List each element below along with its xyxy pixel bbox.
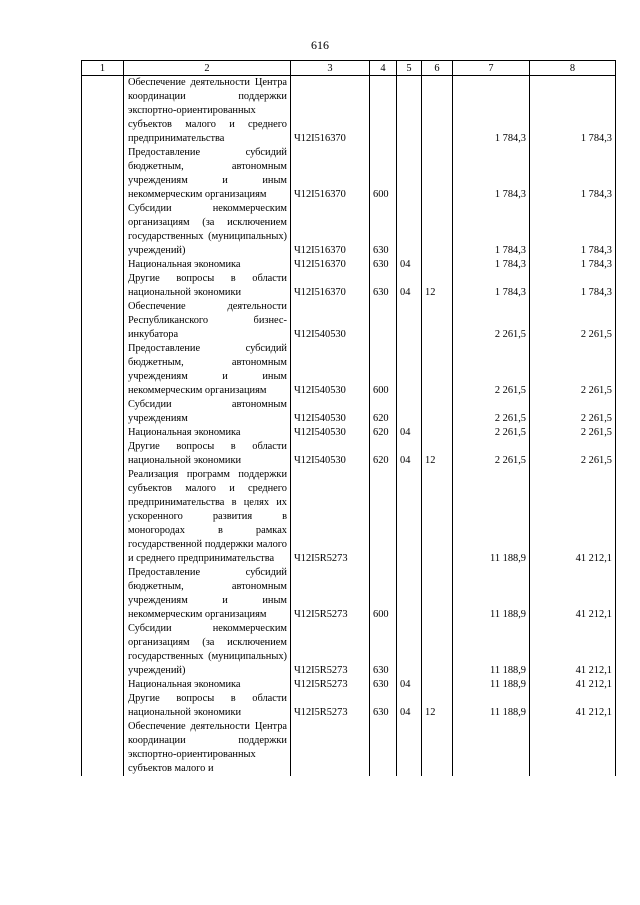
target-code-cell: Ч12I516370 (291, 202, 370, 258)
item-name-cell: Другие вопросы в области национальной экономики (124, 440, 291, 468)
section-cell (397, 202, 422, 258)
table-row (82, 398, 616, 426)
header-cell: 1 (82, 61, 124, 76)
amount-1-cell: 2 261,5 (453, 398, 530, 426)
target-code-cell: Ч12I516370 (291, 272, 370, 300)
item-name-cell: Другие вопросы в области национальной экономики (124, 272, 291, 300)
section-cell (397, 468, 422, 566)
table-row (82, 76, 616, 147)
target-code-cell: Ч12I540530 (291, 300, 370, 342)
amount-1-cell: 11 188,9 (453, 566, 530, 622)
item-name-cell: Субсидии автономным учреждениям (124, 398, 291, 426)
section-cell (397, 622, 422, 678)
item-name-cell: Обеспечение деятельности Центра координации поддержки экспортно-ориентированных субъектов малого и (124, 720, 291, 776)
amount-2-cell: 41 212,1 (530, 622, 616, 678)
item-name-cell: Обеспечение деятельности Республиканского бизнес-инкубатора (124, 300, 291, 342)
amount-2-cell: 2 261,5 (530, 398, 616, 426)
table-row (82, 622, 616, 678)
amount-2-cell: 41 212,1 (530, 692, 616, 720)
item-name-cell: Предоставление субсидий бюджетным, автономным учреждениям и иным некоммерческим организациям (124, 342, 291, 398)
amount-2-cell: 1 784,3 (530, 76, 616, 147)
amount-2-cell: 41 212,1 (530, 468, 616, 566)
header-cell: 6 (422, 61, 453, 76)
row-number-cell (82, 692, 124, 720)
section-cell (397, 720, 422, 776)
item-name-cell: Национальная экономика (124, 678, 291, 692)
section-cell (397, 398, 422, 426)
amount-2-cell: 2 261,5 (530, 426, 616, 440)
header-cell: 3 (291, 61, 370, 76)
target-code-cell: Ч12I540530 (291, 398, 370, 426)
row-number-cell (82, 678, 124, 692)
amount-2-cell: 2 261,5 (530, 342, 616, 398)
subsection-cell (422, 76, 453, 147)
expense-type-cell: 600 (370, 566, 397, 622)
amount-1-cell: 2 261,5 (453, 426, 530, 440)
row-number-cell (82, 398, 124, 426)
target-code-cell: Ч12I5R5273 (291, 678, 370, 692)
table-row (82, 468, 616, 566)
amount-2-cell: 1 784,3 (530, 146, 616, 202)
expense-type-cell: 630 (370, 272, 397, 300)
table-body (82, 76, 616, 777)
section-cell: 04 (397, 692, 422, 720)
expense-type-cell: 600 (370, 342, 397, 398)
expense-type-cell: 620 (370, 398, 397, 426)
subsection-cell (422, 300, 453, 342)
target-code-cell: Ч12I540530 (291, 440, 370, 468)
item-name-cell: Обеспечение деятельности Центра координации поддержки экспортно-ориентированных субъектов малого и среднего предпринимательства (124, 76, 291, 147)
expense-type-cell: 620 (370, 440, 397, 468)
budget-table (81, 60, 616, 776)
table-row (82, 300, 616, 342)
row-number-cell (82, 300, 124, 342)
row-number-cell (82, 622, 124, 678)
expense-type-cell: 630 (370, 692, 397, 720)
amount-2-cell: 1 784,3 (530, 202, 616, 258)
page-number: 616 (311, 38, 329, 52)
section-cell: 04 (397, 678, 422, 692)
table-row (82, 202, 616, 258)
row-number-cell (82, 202, 124, 258)
amount-2-cell: 41 212,1 (530, 678, 616, 692)
table-row (82, 720, 616, 776)
target-code-cell: Ч12I516370 (291, 146, 370, 202)
target-code-cell: Ч12I540530 (291, 426, 370, 440)
row-number-cell (82, 146, 124, 202)
row-number-cell (82, 440, 124, 468)
section-cell (397, 300, 422, 342)
target-code-cell: Ч12I5R5273 (291, 692, 370, 720)
table-row (82, 258, 616, 272)
subsection-cell: 12 (422, 440, 453, 468)
row-number-cell (82, 566, 124, 622)
item-name-cell: Реализация программ поддержки субъектов малого и среднего предпринимательства в целях их ускоренного развития в моногородах в рамках государственной поддержки малого и среднего предпринимательства (124, 468, 291, 566)
target-code-cell: Ч12I5R5273 (291, 468, 370, 566)
subsection-cell: 12 (422, 272, 453, 300)
target-code-cell: Ч12I516370 (291, 76, 370, 147)
expense-type-cell (370, 300, 397, 342)
amount-2-cell: 1 784,3 (530, 258, 616, 272)
section-cell (397, 146, 422, 202)
target-code-cell: Ч12I5R5273 (291, 566, 370, 622)
expense-type-cell (370, 76, 397, 147)
item-name-cell: Субсидии некоммерческим организациям (за исключением государственных (муниципальных) учреждений) (124, 622, 291, 678)
expense-type-cell: 630 (370, 202, 397, 258)
table-row (82, 566, 616, 622)
table-row (82, 440, 616, 468)
expense-type-cell: 630 (370, 258, 397, 272)
subsection-cell (422, 146, 453, 202)
amount-1-cell: 1 784,3 (453, 258, 530, 272)
table-row (82, 342, 616, 398)
subsection-cell (422, 720, 453, 776)
section-cell (397, 342, 422, 398)
row-number-cell (82, 468, 124, 566)
header-row (82, 61, 616, 76)
row-number-cell (82, 426, 124, 440)
subsection-cell (422, 426, 453, 440)
amount-1-cell (453, 720, 530, 776)
amount-2-cell: 2 261,5 (530, 300, 616, 342)
row-number-cell (82, 342, 124, 398)
item-name-cell: Предоставление субсидий бюджетным, автономным учреждениям и иным некоммерческим организациям (124, 146, 291, 202)
item-name-cell: Субсидии некоммерческим организациям (за исключением государственных (муниципальных) учреждений) (124, 202, 291, 258)
subsection-cell: 12 (422, 692, 453, 720)
expense-type-cell: 600 (370, 146, 397, 202)
expense-type-cell: 630 (370, 622, 397, 678)
header-cell: 8 (530, 61, 616, 76)
amount-1-cell: 11 188,9 (453, 692, 530, 720)
expense-type-cell: 630 (370, 678, 397, 692)
expense-type-cell (370, 468, 397, 566)
table-row (82, 426, 616, 440)
amount-1-cell: 1 784,3 (453, 76, 530, 147)
amount-1-cell: 2 261,5 (453, 300, 530, 342)
row-number-cell (82, 258, 124, 272)
section-cell (397, 76, 422, 147)
header-cell: 2 (124, 61, 291, 76)
section-cell: 04 (397, 258, 422, 272)
amount-1-cell: 2 261,5 (453, 440, 530, 468)
subsection-cell (422, 622, 453, 678)
target-code-cell (291, 720, 370, 776)
section-cell: 04 (397, 272, 422, 300)
amount-1-cell: 1 784,3 (453, 202, 530, 258)
header-cell: 4 (370, 61, 397, 76)
subsection-cell (422, 566, 453, 622)
target-code-cell: Ч12I516370 (291, 258, 370, 272)
section-cell: 04 (397, 426, 422, 440)
expense-type-cell: 620 (370, 426, 397, 440)
amount-1-cell: 11 188,9 (453, 468, 530, 566)
subsection-cell (422, 468, 453, 566)
section-cell: 04 (397, 440, 422, 468)
amount-2-cell: 1 784,3 (530, 272, 616, 300)
amount-1-cell: 1 784,3 (453, 146, 530, 202)
item-name-cell: Предоставление субсидий бюджетным, автономным учреждениям и иным некоммерческим организациям (124, 566, 291, 622)
target-code-cell: Ч12I540530 (291, 342, 370, 398)
item-name-cell: Национальная экономика (124, 258, 291, 272)
amount-2-cell: 2 261,5 (530, 440, 616, 468)
subsection-cell (422, 398, 453, 426)
table-row (82, 692, 616, 720)
amount-1-cell: 2 261,5 (453, 342, 530, 398)
expense-type-cell (370, 720, 397, 776)
amount-1-cell: 11 188,9 (453, 678, 530, 692)
amount-1-cell: 11 188,9 (453, 622, 530, 678)
row-number-cell (82, 76, 124, 147)
table-row (82, 146, 616, 202)
item-name-cell: Национальная экономика (124, 426, 291, 440)
section-cell (397, 566, 422, 622)
row-number-cell (82, 272, 124, 300)
header-cell: 7 (453, 61, 530, 76)
header-cell: 5 (397, 61, 422, 76)
subsection-cell (422, 342, 453, 398)
subsection-cell (422, 678, 453, 692)
amount-2-cell (530, 720, 616, 776)
amount-1-cell: 1 784,3 (453, 272, 530, 300)
row-number-cell (82, 720, 124, 776)
target-code-cell: Ч12I5R5273 (291, 622, 370, 678)
table-row (82, 678, 616, 692)
subsection-cell (422, 258, 453, 272)
item-name-cell: Другие вопросы в области национальной экономики (124, 692, 291, 720)
subsection-cell (422, 202, 453, 258)
amount-2-cell: 41 212,1 (530, 566, 616, 622)
table-row (82, 272, 616, 300)
